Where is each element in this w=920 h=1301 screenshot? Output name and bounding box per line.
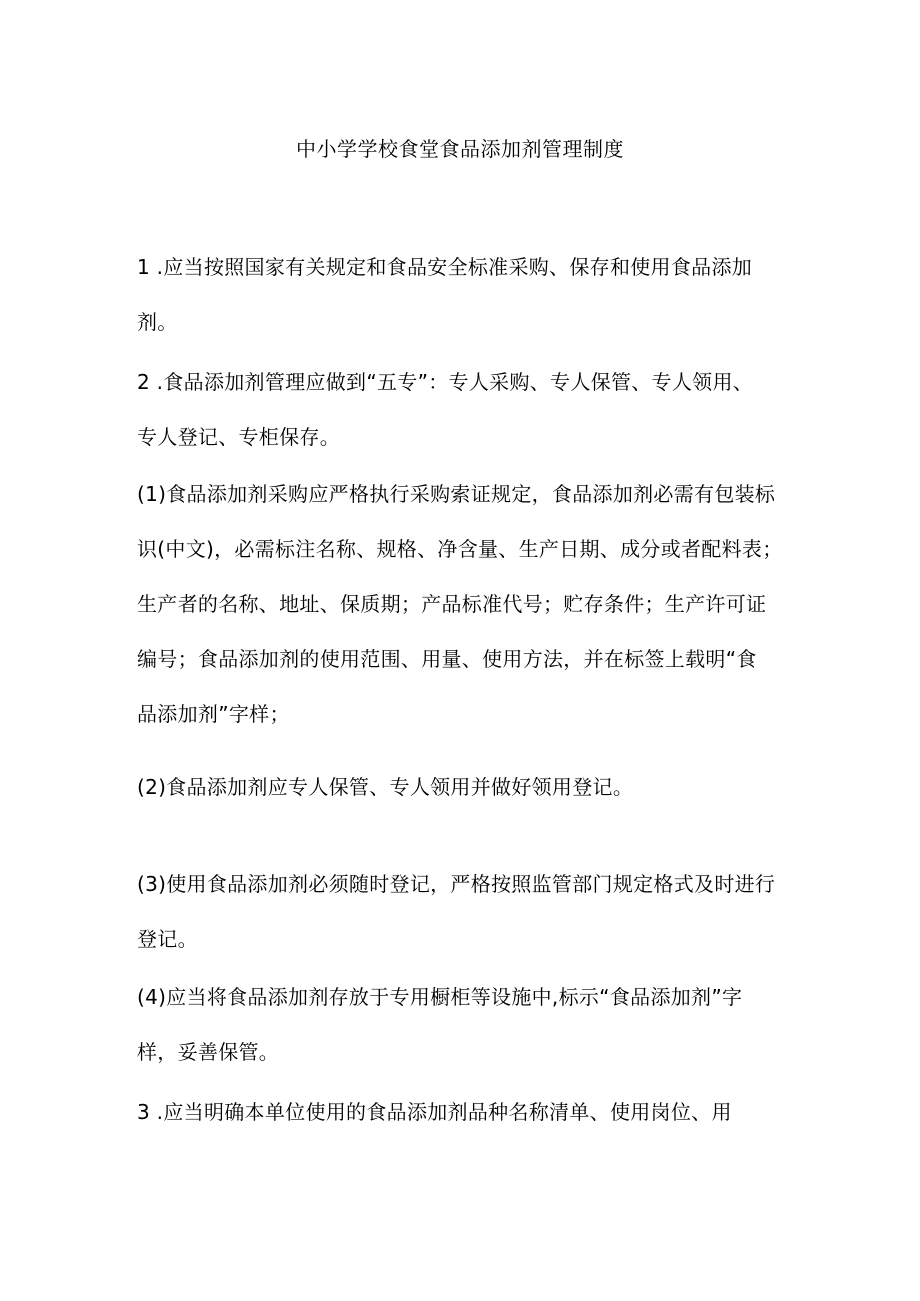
paragraph-line: 生产者的名称、地址、保质期；产品标准代号；贮存条件；生产许可证 [137,592,767,616]
paragraph-line: (2)食品添加剂应专人保管、专人领用并做好领用登记。 [137,775,634,799]
paragraph-line: 样，妥善保管。 [137,1040,280,1064]
paragraph-line: (1)食品添加剂采购应严格执行采购索证规定，食品添加剂必需有包装标 [137,482,776,506]
paragraph-2-3 [137,857,797,967]
paragraph-2-4 [137,970,797,1080]
paragraph-line: 专人登记、专柜保存。 [137,425,340,449]
paragraph-line: 品添加剂”字样； [137,702,290,726]
paragraph-line: 2 .食品添加剂管理应做到“五专”：专人采购、专人保管、专人领用、 [137,370,754,394]
paragraph-3 [137,1085,797,1140]
paragraph-line: 编号；食品添加剂的使用范围、用量、使用方法，并在标签上载明“食 [137,647,757,671]
paragraph-line: (4)应当将食品添加剂存放于专用橱柜等设施中,标示“食品添加剂”字 [137,985,743,1009]
paragraph-line: (3)使用食品添加剂必须随时登记，严格按照监管部门规定格式及时进行 [137,872,776,896]
paragraph-line: 1 .应当按照国家有关规定和食品安全标准采购、保存和使用食品添加 [137,255,753,279]
paragraph-line: 剂。 [137,310,178,334]
paragraph-line: 登记。 [137,927,198,951]
document-title: 中小学学校食堂食品添加剂管理制度 [296,137,624,161]
paragraph-2 [137,355,797,465]
paragraph-2-1 [137,467,797,742]
paragraph-2-2 [137,760,797,815]
paragraph-line: 3 .应当明确本单位使用的食品添加剂品种名称清单、使用岗位、用 [137,1100,732,1124]
paragraph-line: 识(中文)，必需标注名称、规格、净含量、生产日期、成分或者配料表； [137,537,783,561]
paragraph-1 [137,240,797,350]
